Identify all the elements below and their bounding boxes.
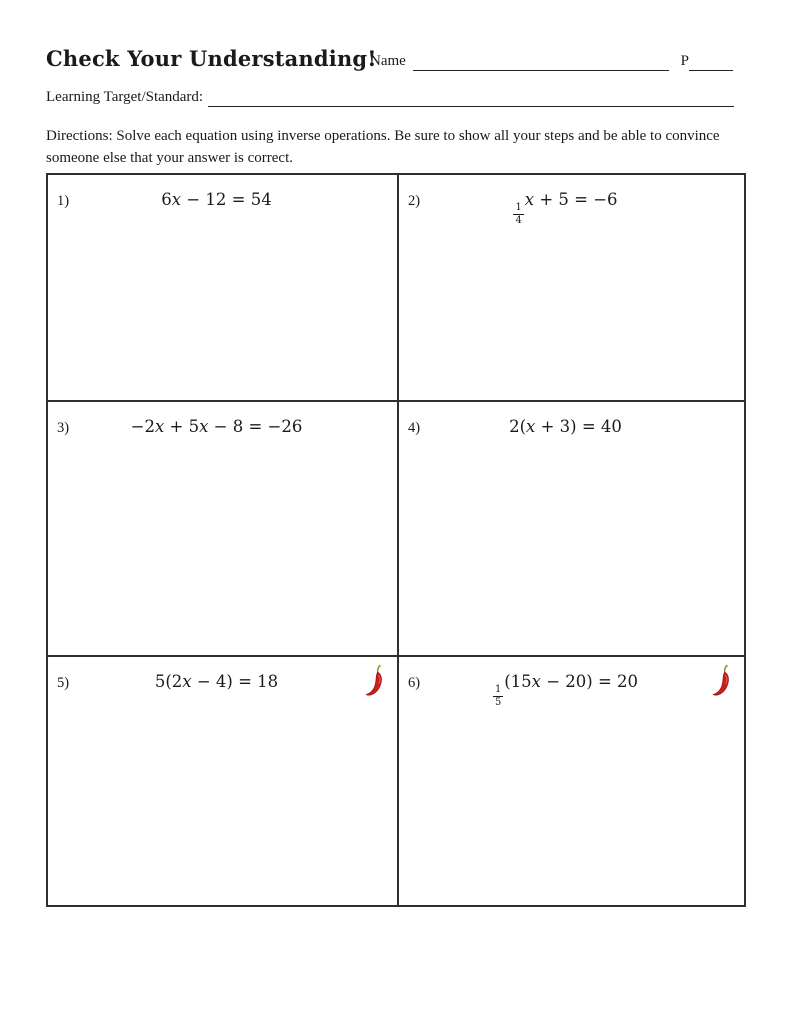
learning-target-row: [46, 87, 734, 107]
problem-cell-2: [399, 175, 744, 402]
problems-table: [46, 173, 746, 907]
name-field-group: [370, 50, 733, 71]
learning-target-blank-line: [208, 93, 734, 107]
period-label: P: [680, 53, 689, 69]
page-title: Check Your Understanding!: [46, 46, 377, 71]
problem-cell-3: [48, 402, 399, 657]
equation-5: 5(2x − 4) = 18: [154, 672, 279, 691]
problem-cell-1: [48, 175, 399, 402]
period-blank-line: [689, 57, 733, 71]
name-label: Name: [370, 53, 406, 69]
problem-number: 6): [408, 675, 421, 691]
name-blank-line: [413, 57, 669, 71]
equation-4: 2(x + 3) = 40: [509, 417, 622, 436]
directions-text: Directions: Solve each equation using inverse operations. Be sure to show all your steps and be able to convince someone else that your answer is correct.: [46, 128, 720, 167]
equation-1: 6x − 12 = 54: [161, 190, 272, 209]
problem-cell-6: [399, 657, 744, 905]
problem-number: 3): [57, 420, 70, 436]
problem-cell-5: [48, 657, 399, 905]
problem-number: 1): [57, 193, 70, 209]
chili-pepper-icon: [362, 663, 386, 701]
equation-3: −2x + 5x − 8 = −26: [130, 417, 303, 436]
problem-cell-4: [399, 402, 744, 657]
learning-target-label: Learning Target/Standard:: [46, 89, 204, 105]
problem-number: 4): [408, 420, 421, 436]
chili-pepper-icon: [709, 663, 733, 701]
equation-2: $\frac{1}{4}$ x + 5 = −6: [515, 190, 618, 226]
equation-6: $\frac{1}{5}$ (15x − 20) = 20: [494, 672, 639, 708]
problem-number: 5): [57, 675, 70, 691]
problem-number: 2): [408, 193, 421, 209]
